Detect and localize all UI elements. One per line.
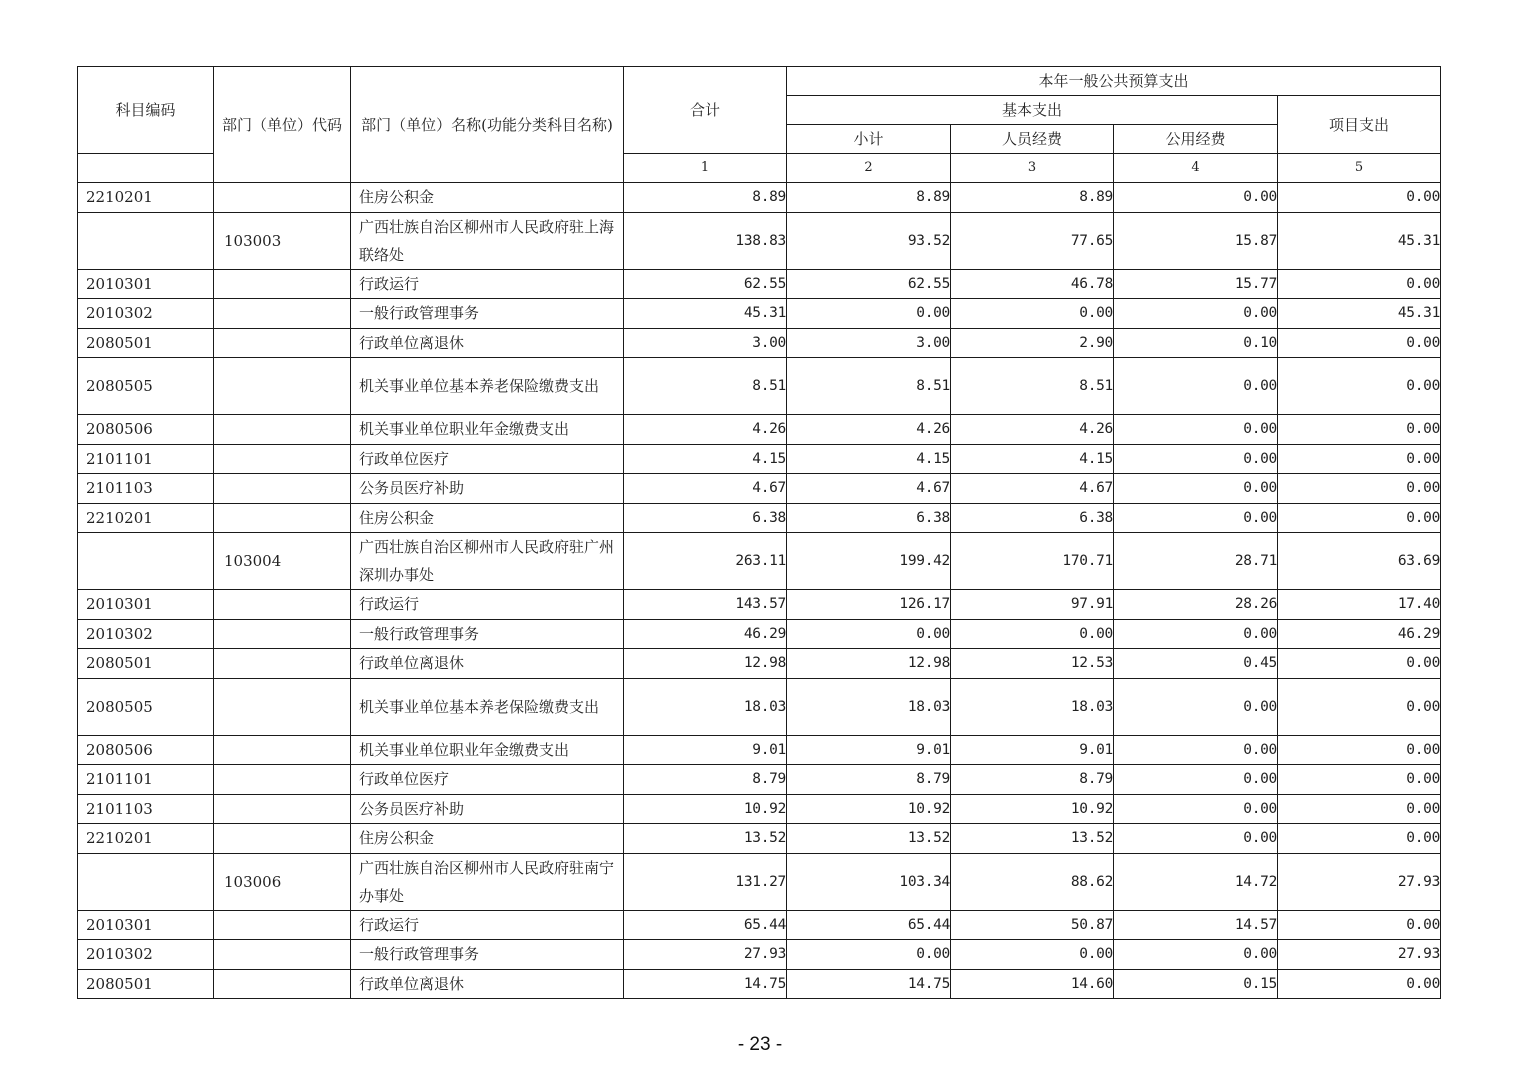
row-dept-name: 住房公积金 xyxy=(351,824,624,854)
row-subtotal: 8.89 xyxy=(787,183,951,213)
row-public: 0.00 xyxy=(1114,444,1278,474)
table-row xyxy=(78,940,1441,970)
row-public: 0.45 xyxy=(1114,649,1278,679)
row-personnel: 0.00 xyxy=(951,619,1114,649)
row-total: 143.57 xyxy=(624,590,787,620)
row-project: 0.00 xyxy=(1278,269,1441,299)
row-subtotal: 199.42 xyxy=(787,533,951,590)
row-dept-code xyxy=(214,969,351,999)
row-subtotal: 0.00 xyxy=(787,299,951,329)
header-personnel: 人员经费 xyxy=(951,125,1114,154)
row-personnel: 18.03 xyxy=(951,678,1114,735)
row-public: 15.77 xyxy=(1114,269,1278,299)
row-subtotal: 62.55 xyxy=(787,269,951,299)
row-subtotal: 18.03 xyxy=(787,678,951,735)
row-code: 2010302 xyxy=(78,299,214,329)
row-dept-name: 行政运行 xyxy=(351,269,624,299)
row-code: 2101101 xyxy=(78,765,214,795)
row-subtotal: 93.52 xyxy=(787,212,951,269)
row-public: 0.00 xyxy=(1114,735,1278,765)
row-dept-code: 103006 xyxy=(214,853,351,910)
row-dept-name: 一般行政管理事务 xyxy=(351,299,624,329)
row-personnel: 88.62 xyxy=(951,853,1114,910)
row-project: 0.00 xyxy=(1278,474,1441,504)
row-code: 2101103 xyxy=(78,794,214,824)
row-code xyxy=(78,212,214,269)
row-code: 2080506 xyxy=(78,415,214,445)
row-dept-code xyxy=(214,183,351,213)
header-dept-code: 部门（单位）代码 xyxy=(214,67,351,183)
row-personnel: 6.38 xyxy=(951,503,1114,533)
row-total: 13.52 xyxy=(624,824,787,854)
row-project: 17.40 xyxy=(1278,590,1441,620)
row-total: 65.44 xyxy=(624,910,787,940)
row-public: 0.00 xyxy=(1114,474,1278,504)
row-code xyxy=(78,853,214,910)
row-project: 0.00 xyxy=(1278,444,1441,474)
row-total: 18.03 xyxy=(624,678,787,735)
header-dept-name: 部门（单位）名称(功能分类科目名称) xyxy=(351,67,624,183)
row-dept-name: 广西壮族自治区柳州市人民政府驻上海联络处 xyxy=(351,212,624,269)
header-col-num: 2 xyxy=(787,154,951,183)
row-dept-name: 机关事业单位基本养老保险缴费支出 xyxy=(351,678,624,735)
table-header xyxy=(78,67,1441,183)
row-subtotal: 6.38 xyxy=(787,503,951,533)
row-code: 2210201 xyxy=(78,824,214,854)
row-personnel: 170.71 xyxy=(951,533,1114,590)
row-code: 2210201 xyxy=(78,503,214,533)
row-dept-name: 行政单位离退休 xyxy=(351,649,624,679)
row-dept-name: 住房公积金 xyxy=(351,503,624,533)
row-subtotal: 12.98 xyxy=(787,649,951,679)
row-project: 0.00 xyxy=(1278,910,1441,940)
row-personnel: 46.78 xyxy=(951,269,1114,299)
row-personnel: 13.52 xyxy=(951,824,1114,854)
row-project: 0.00 xyxy=(1278,824,1441,854)
row-code: 2080506 xyxy=(78,735,214,765)
row-dept-code xyxy=(214,269,351,299)
row-public: 28.26 xyxy=(1114,590,1278,620)
row-dept-code xyxy=(214,649,351,679)
row-personnel: 8.89 xyxy=(951,183,1114,213)
row-project: 0.00 xyxy=(1278,328,1441,358)
header-total: 合计 xyxy=(624,67,787,154)
row-dept-name: 行政运行 xyxy=(351,590,624,620)
row-total: 138.83 xyxy=(624,212,787,269)
row-project: 0.00 xyxy=(1278,415,1441,445)
row-subtotal: 8.79 xyxy=(787,765,951,795)
row-project: 45.31 xyxy=(1278,212,1441,269)
row-dept-code xyxy=(214,503,351,533)
row-dept-name: 住房公积金 xyxy=(351,183,624,213)
row-dept-name: 行政单位医疗 xyxy=(351,444,624,474)
row-code: 2010301 xyxy=(78,269,214,299)
row-subtotal: 14.75 xyxy=(787,969,951,999)
header-code: 科目编码 xyxy=(78,67,214,154)
row-public: 14.72 xyxy=(1114,853,1278,910)
row-public: 0.00 xyxy=(1114,619,1278,649)
row-public: 0.00 xyxy=(1114,503,1278,533)
header-col-num: 5 xyxy=(1278,154,1441,183)
table-row xyxy=(78,358,1441,415)
row-dept-code xyxy=(214,328,351,358)
row-public: 0.00 xyxy=(1114,940,1278,970)
table-row xyxy=(78,212,1441,269)
row-project: 0.00 xyxy=(1278,794,1441,824)
row-project: 0.00 xyxy=(1278,649,1441,679)
row-total: 14.75 xyxy=(624,969,787,999)
row-dept-code xyxy=(214,474,351,504)
row-code: 2080501 xyxy=(78,328,214,358)
row-dept-name: 机关事业单位基本养老保险缴费支出 xyxy=(351,358,624,415)
row-total: 6.38 xyxy=(624,503,787,533)
row-project: 0.00 xyxy=(1278,503,1441,533)
row-dept-name: 行政单位离退休 xyxy=(351,328,624,358)
row-dept-code xyxy=(214,910,351,940)
row-dept-code xyxy=(214,824,351,854)
row-project: 27.93 xyxy=(1278,940,1441,970)
table-row xyxy=(78,619,1441,649)
row-personnel: 97.91 xyxy=(951,590,1114,620)
row-project: 0.00 xyxy=(1278,183,1441,213)
row-subtotal: 126.17 xyxy=(787,590,951,620)
table-row xyxy=(78,765,1441,795)
table-row xyxy=(78,969,1441,999)
row-subtotal: 4.15 xyxy=(787,444,951,474)
row-personnel: 8.51 xyxy=(951,358,1114,415)
row-subtotal: 103.34 xyxy=(787,853,951,910)
row-total: 27.93 xyxy=(624,940,787,970)
row-code: 2010302 xyxy=(78,940,214,970)
row-project: 27.93 xyxy=(1278,853,1441,910)
header-basic: 基本支出 xyxy=(787,96,1278,125)
row-dept-code xyxy=(214,765,351,795)
row-subtotal: 0.00 xyxy=(787,619,951,649)
row-project: 0.00 xyxy=(1278,765,1441,795)
row-project: 63.69 xyxy=(1278,533,1441,590)
table-row xyxy=(78,269,1441,299)
row-public: 0.15 xyxy=(1114,969,1278,999)
row-subtotal: 13.52 xyxy=(787,824,951,854)
row-subtotal: 10.92 xyxy=(787,794,951,824)
table-row xyxy=(78,328,1441,358)
row-dept-name: 广西壮族自治区柳州市人民政府驻广州深圳办事处 xyxy=(351,533,624,590)
row-total: 46.29 xyxy=(624,619,787,649)
row-dept-name: 一般行政管理事务 xyxy=(351,940,624,970)
row-total: 3.00 xyxy=(624,328,787,358)
table-row xyxy=(78,649,1441,679)
row-public: 0.00 xyxy=(1114,678,1278,735)
header-public: 公用经费 xyxy=(1114,125,1278,154)
row-code: 2101103 xyxy=(78,474,214,504)
row-dept-name: 行政单位医疗 xyxy=(351,765,624,795)
row-public: 0.00 xyxy=(1114,183,1278,213)
row-project: 0.00 xyxy=(1278,969,1441,999)
table-row xyxy=(78,503,1441,533)
row-subtotal: 4.26 xyxy=(787,415,951,445)
row-personnel: 14.60 xyxy=(951,969,1114,999)
row-public: 0.10 xyxy=(1114,328,1278,358)
table-row xyxy=(78,794,1441,824)
header-col-num: 3 xyxy=(951,154,1114,183)
row-personnel: 0.00 xyxy=(951,299,1114,329)
row-public: 0.00 xyxy=(1114,358,1278,415)
row-personnel: 12.53 xyxy=(951,649,1114,679)
row-total: 9.01 xyxy=(624,735,787,765)
budget-table xyxy=(77,66,1441,999)
row-dept-name: 公务员医疗补助 xyxy=(351,794,624,824)
row-dept-code xyxy=(214,299,351,329)
table-row xyxy=(78,910,1441,940)
table-row xyxy=(78,299,1441,329)
row-public: 0.00 xyxy=(1114,794,1278,824)
row-personnel: 0.00 xyxy=(951,940,1114,970)
row-code: 2010301 xyxy=(78,590,214,620)
row-total: 263.11 xyxy=(624,533,787,590)
row-project: 0.00 xyxy=(1278,735,1441,765)
row-code: 2080505 xyxy=(78,358,214,415)
table-row xyxy=(78,853,1441,910)
header-col-num: 1 xyxy=(624,154,787,183)
row-dept-code xyxy=(214,358,351,415)
row-code: 2080505 xyxy=(78,678,214,735)
header-project: 项目支出 xyxy=(1278,96,1441,154)
row-dept-code xyxy=(214,940,351,970)
row-dept-code xyxy=(214,444,351,474)
row-personnel: 4.15 xyxy=(951,444,1114,474)
row-code: 2080501 xyxy=(78,649,214,679)
table-row xyxy=(78,183,1441,213)
row-personnel: 4.26 xyxy=(951,415,1114,445)
row-dept-code xyxy=(214,735,351,765)
row-code: 2010302 xyxy=(78,619,214,649)
table-row xyxy=(78,474,1441,504)
row-dept-name: 行政运行 xyxy=(351,910,624,940)
table-row xyxy=(78,415,1441,445)
table-row xyxy=(78,678,1441,735)
row-code: 2080501 xyxy=(78,969,214,999)
page-number: - 23 - xyxy=(737,1034,783,1055)
row-dept-name: 广西壮族自治区柳州市人民政府驻南宁办事处 xyxy=(351,853,624,910)
row-project: 0.00 xyxy=(1278,358,1441,415)
table-row xyxy=(78,735,1441,765)
table-row xyxy=(78,533,1441,590)
row-total: 45.31 xyxy=(624,299,787,329)
header-code-blank xyxy=(78,154,214,183)
row-subtotal: 65.44 xyxy=(787,910,951,940)
row-personnel: 2.90 xyxy=(951,328,1114,358)
row-total: 62.55 xyxy=(624,269,787,299)
row-subtotal: 4.67 xyxy=(787,474,951,504)
row-dept-code xyxy=(214,590,351,620)
row-code xyxy=(78,533,214,590)
row-project: 46.29 xyxy=(1278,619,1441,649)
row-dept-code xyxy=(214,415,351,445)
row-personnel: 4.67 xyxy=(951,474,1114,504)
table-body xyxy=(78,183,1441,999)
row-subtotal: 8.51 xyxy=(787,358,951,415)
row-public: 0.00 xyxy=(1114,299,1278,329)
row-dept-name: 公务员医疗补助 xyxy=(351,474,624,504)
row-personnel: 8.79 xyxy=(951,765,1114,795)
row-project: 0.00 xyxy=(1278,678,1441,735)
header-col-num: 4 xyxy=(1114,154,1278,183)
row-public: 0.00 xyxy=(1114,415,1278,445)
row-dept-name: 机关事业单位职业年金缴费支出 xyxy=(351,415,624,445)
row-code: 2101101 xyxy=(78,444,214,474)
row-subtotal: 9.01 xyxy=(787,735,951,765)
row-dept-code xyxy=(214,794,351,824)
row-public: 0.00 xyxy=(1114,824,1278,854)
row-total: 4.26 xyxy=(624,415,787,445)
row-dept-name: 一般行政管理事务 xyxy=(351,619,624,649)
row-personnel: 77.65 xyxy=(951,212,1114,269)
row-dept-name: 机关事业单位职业年金缴费支出 xyxy=(351,735,624,765)
row-dept-code xyxy=(214,678,351,735)
row-dept-name: 行政单位离退休 xyxy=(351,969,624,999)
row-personnel: 9.01 xyxy=(951,735,1114,765)
row-personnel: 10.92 xyxy=(951,794,1114,824)
row-dept-code: 103004 xyxy=(214,533,351,590)
row-public: 15.87 xyxy=(1114,212,1278,269)
row-code: 2010301 xyxy=(78,910,214,940)
row-public: 0.00 xyxy=(1114,765,1278,795)
table-row xyxy=(78,444,1441,474)
row-total: 4.67 xyxy=(624,474,787,504)
row-total: 4.15 xyxy=(624,444,787,474)
row-total: 131.27 xyxy=(624,853,787,910)
row-personnel: 50.87 xyxy=(951,910,1114,940)
row-dept-code: 103003 xyxy=(214,212,351,269)
table-row xyxy=(78,590,1441,620)
row-total: 8.51 xyxy=(624,358,787,415)
header-group-title: 本年一般公共预算支出 xyxy=(787,67,1441,96)
row-public: 14.57 xyxy=(1114,910,1278,940)
row-total: 8.89 xyxy=(624,183,787,213)
row-subtotal: 3.00 xyxy=(787,328,951,358)
row-subtotal: 0.00 xyxy=(787,940,951,970)
row-project: 45.31 xyxy=(1278,299,1441,329)
row-total: 10.92 xyxy=(624,794,787,824)
row-dept-code xyxy=(214,619,351,649)
row-public: 28.71 xyxy=(1114,533,1278,590)
row-total: 12.98 xyxy=(624,649,787,679)
row-code: 2210201 xyxy=(78,183,214,213)
row-total: 8.79 xyxy=(624,765,787,795)
table-row xyxy=(78,824,1441,854)
header-subtotal: 小计 xyxy=(787,125,951,154)
